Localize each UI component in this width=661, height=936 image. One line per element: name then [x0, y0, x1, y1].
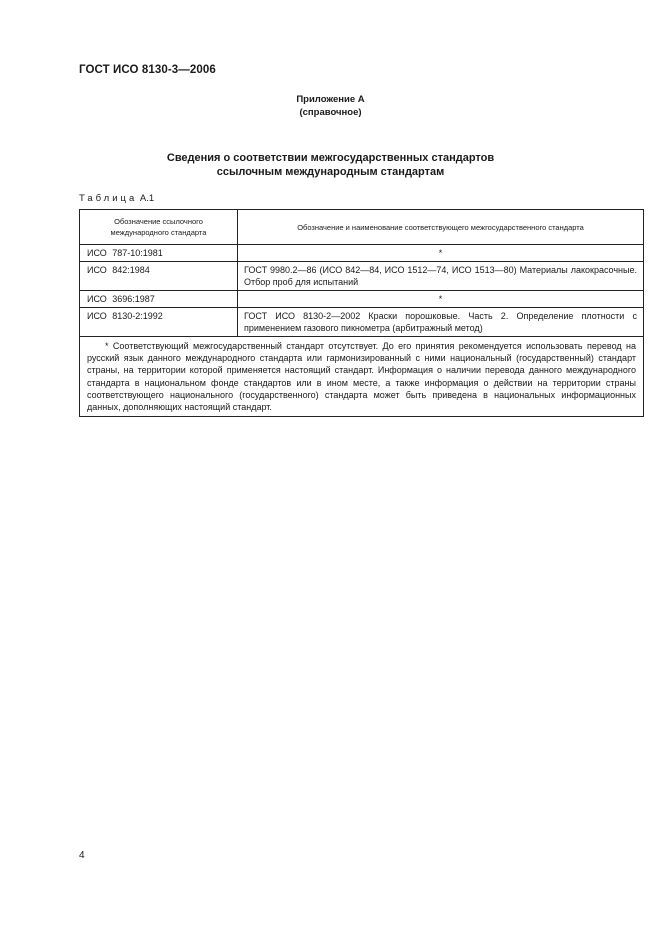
section-title-line-1: Сведения о соответствии межгосударственных стандартов: [166, 152, 495, 164]
table-label: [79, 193, 154, 204]
annex-subtitle: (справочное): [299, 107, 362, 118]
interstate-standard-cell: ГОСТ ИСО 8130-2—2002 Краски порошковые. Часть 2. Определение плотности с применением газового пикнометра (арбитражный метод): [238, 308, 644, 337]
reference-standard-cell: ИСО 842:1984: [80, 262, 238, 291]
table-footnote: * Соответствующий межгосударственный стандарт отсутствует. До его принятия рекомендуется использовать перевод на русский язык данного международного стандарта или гармонизированный с ними национальный (государственный) стандарт страны, на территории которой применяется настоящий стандарт. Информация о наличии перевода данного международного стандарта в национальном фонде стандартов или в ином месте, а также информация о действии на территории страны соответствующего национального (государственного) стандарта может быть приведена в национальных информационных данных, дополняющих настоящий стандарт.: [80, 337, 644, 417]
interstate-standard-cell: ГОСТ 9980.2—86 (ИСО 842—84, ИСО 1512—74, ИСО 1513—80) Материалы лакокрасочные. Отбор проб для испытаний: [238, 262, 644, 291]
section-title-line-2: ссылочным международным стандартам: [216, 166, 445, 178]
reference-standard-cell: ИСО 3696:1987: [80, 291, 238, 308]
header-reference-standard: Обозначение ссылочного международного стандарта: [80, 210, 238, 245]
table-row: [80, 245, 644, 262]
header-interstate-standard: Обозначение и наименование соответствующего межгосударственного стандарта: [238, 210, 644, 245]
table-row: [80, 291, 644, 308]
table-header-row: [80, 210, 644, 245]
interstate-standard-cell: *: [238, 291, 644, 308]
table-footnote-row: [80, 337, 644, 417]
table-label-number: А.1: [137, 193, 155, 204]
document-code: ГОСТ ИСО 8130-3—2006: [79, 64, 216, 76]
reference-standard-cell: ИСО 787-10:1981: [80, 245, 238, 262]
table-row: [80, 308, 644, 337]
annex-title: Приложение А: [296, 94, 365, 105]
interstate-standard-cell: *: [238, 245, 644, 262]
table-row: [80, 262, 644, 291]
reference-standard-cell: ИСО 8130-2:1992: [80, 308, 238, 337]
page-number: 4: [79, 850, 85, 861]
table-label-word: Таблица: [79, 193, 138, 204]
standards-correspondence-table: [79, 209, 644, 417]
